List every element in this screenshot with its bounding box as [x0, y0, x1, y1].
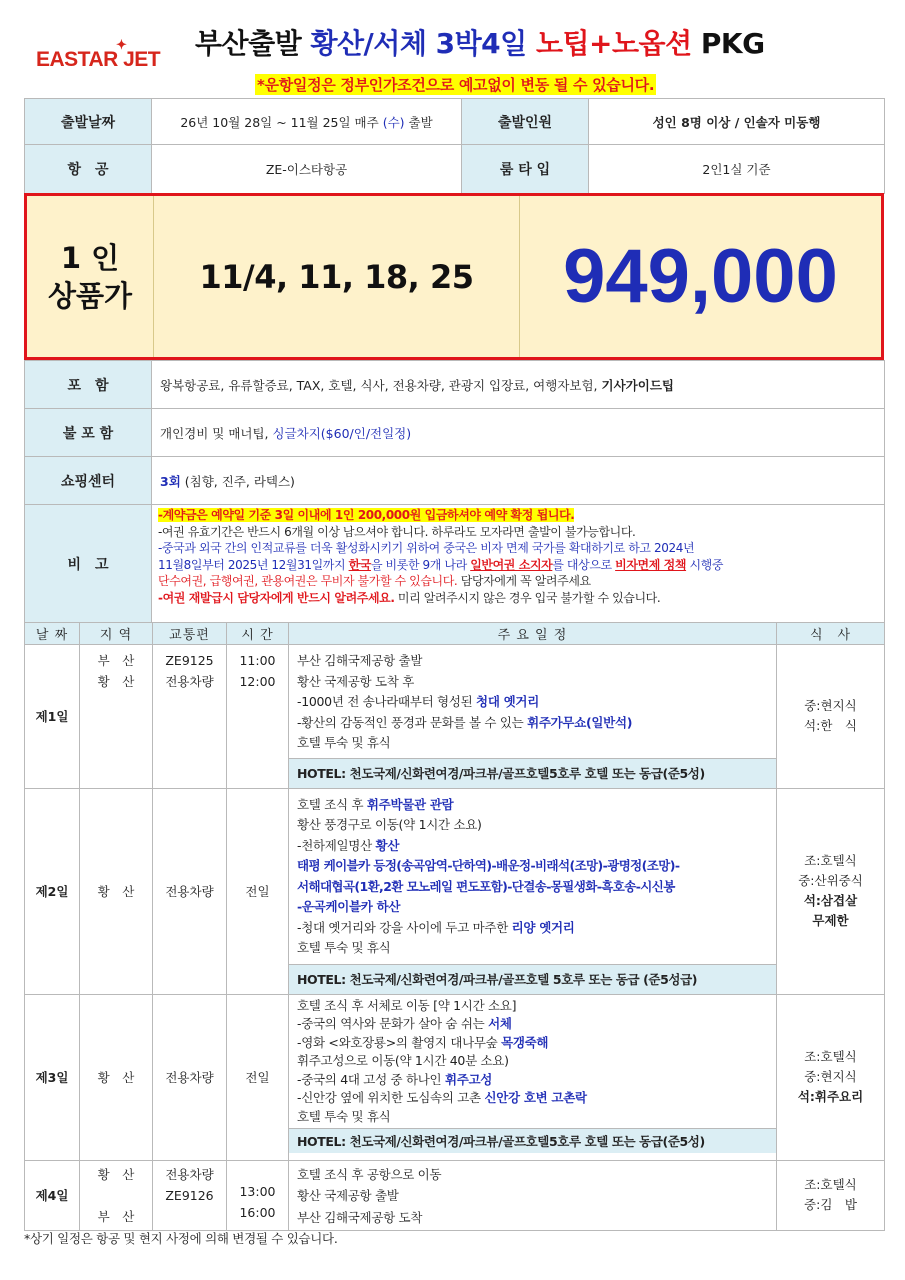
- region-cell: [80, 1160, 153, 1230]
- schedule-line: 부산 김해국제공항 도착: [297, 1209, 423, 1225]
- schedule-highlight: 황산: [375, 837, 400, 853]
- people-value: 성인 8명 이상 / 인솔자 미동행: [589, 99, 885, 145]
- price-label-line2: 상품가: [47, 278, 133, 313]
- schedule-text: -중국의 역사와 문화가 살아 숨 쉬는: [297, 1016, 489, 1031]
- exclude-label: 불 포 함: [25, 409, 152, 457]
- schedule-line: 황산 풍경구로 이동(약 1시간 소요): [297, 817, 482, 832]
- note-visa-free: 비자면제 정책: [615, 557, 687, 572]
- schedule-cell: [289, 788, 777, 994]
- schedule-highlight: 청대 옛거리: [476, 694, 539, 709]
- note-label: 비 고: [25, 505, 152, 623]
- schedule-text: 호텔 조식 후: [297, 796, 367, 812]
- schedule-highlight: 휘주가무쇼(일반석): [527, 714, 633, 730]
- schedule-cell: [289, 1160, 777, 1230]
- schedule-text: -중국의 4대 고성 중 하나인: [297, 1071, 445, 1087]
- schedule-text: -황산의 감동적인 풍경과 문화를 볼 수 있는: [297, 714, 528, 730]
- meal-cell: [777, 994, 885, 1160]
- depart-date-label: 출발날짜: [25, 99, 152, 145]
- transport-cell: 전용차량: [153, 788, 227, 994]
- airline-value: ZE-이스타항공: [152, 145, 462, 194]
- include-value: [152, 361, 885, 409]
- schedule-line: 서해대협곡(1환,2환 모노레일 편도포함)-단결송-몽필생화-흑호송-시신봉: [297, 878, 675, 894]
- region-origin: 황 산: [97, 1166, 135, 1182]
- itinerary-table: [24, 622, 885, 1231]
- schedule-highlight: 신안강 호변 고촌락: [484, 1090, 587, 1105]
- schedule-line: 황산 국제공항 도착 후: [297, 673, 414, 689]
- note-line-6: [158, 590, 884, 607]
- schedule-line: 호텔 투숙 및 휴식: [297, 1108, 391, 1124]
- schedule-line: [297, 1071, 776, 1090]
- hotel-info: HOTEL: 천도국제/신화련여경/파크뷰/골프호텔5호루 호텔 또는 동급(준5성): [289, 758, 776, 788]
- schedule-line: 호텔 조식 후 공항으로 이동: [297, 1166, 442, 1182]
- logo-star-icon: ✦: [116, 37, 127, 52]
- schedule-text: -영화 <와호장룡>의 촬영지 대나무숲: [297, 1034, 502, 1050]
- schedule-line: 휘주고성으로 이동(약 1시간 40분 소요): [297, 1053, 509, 1068]
- header-meal: 식 사: [777, 623, 885, 645]
- transport-cell: [153, 1160, 227, 1230]
- meal-dinner: 석:삼겹살: [803, 893, 858, 908]
- meal-dinner: 석:한 식: [804, 718, 857, 734]
- note-line-1: [158, 507, 884, 524]
- note-passport-types: 단수여권, 급행여권, 관용여권은 무비자 불가할 수 있습니다.: [158, 574, 458, 588]
- shopping-items: (침향, 진주, 라텍스): [180, 473, 295, 489]
- region-cell: [80, 645, 153, 789]
- note-target: 를 대상으로: [552, 557, 616, 572]
- info-table: [24, 98, 885, 194]
- title-pkg: PKG: [700, 27, 765, 60]
- depart-date-value: [152, 99, 462, 145]
- region-cell: 황 산: [80, 994, 153, 1160]
- day-label: 제3일: [25, 994, 80, 1160]
- schedule-line: [297, 1034, 776, 1053]
- depart-weekday: (수): [382, 114, 405, 130]
- note-in-effect: 시행중: [686, 557, 724, 572]
- time-cell: 전일: [227, 788, 289, 994]
- departure-time: 11:00: [239, 653, 276, 668]
- day-label: 제1일: [25, 645, 80, 789]
- note-line-5: [158, 573, 884, 590]
- region-cell: 황 산: [80, 788, 153, 994]
- note-reissue: -여권 재발급시 담당자에게 반드시 알려주세요.: [158, 590, 395, 605]
- note-line-2: -여권 유효기간은 반드시 6개월 이상 남으셔야 합니다. 하루라도 모자라면 출발이 불가능합니다.: [158, 524, 636, 539]
- single-charge: 싱글차지($60/인/전일정): [272, 425, 412, 441]
- schedule-text: -신안강 옆에 위치한 도심속의 고촌: [297, 1090, 485, 1105]
- meal-lunch: 중:현지식: [804, 698, 857, 714]
- arrival-time: 12:00: [239, 673, 276, 689]
- schedule-highlight: 서체: [488, 1016, 512, 1031]
- day-label: 제2일: [25, 788, 80, 994]
- note-value: [152, 505, 885, 623]
- schedule-line: 호텔 투숙 및 휴식: [297, 735, 391, 750]
- schedule-line: 황산 국제공항 출발: [297, 1188, 399, 1203]
- flight-number: ZE9126: [165, 1187, 214, 1203]
- region-destination: 황 산: [97, 673, 135, 689]
- meal-breakfast: 조:호텔식: [804, 1177, 857, 1192]
- footer-note: *상기 일정은 항공 및 현지 사정에 의해 변경될 수 있습니다.: [24, 1231, 338, 1246]
- include-guide-tip: 기사가이드팁: [601, 377, 674, 393]
- title-origin: 부산출발: [195, 27, 302, 60]
- note-line-3: -중국과 외국 간의 인적교류를 더욱 활성화시키기 위하여 중국은 비자 면제 국가를 확대하기로 하고 2024년: [158, 541, 695, 555]
- hotel-info: HOTEL: 천도국제/신화련여경/파크뷰/골프호텔 5호루 또는 동급 (준5성급): [289, 964, 776, 994]
- schedule-line: [297, 1015, 776, 1034]
- meal-lunch: 중:김 밥: [804, 1197, 857, 1212]
- arrival-time: 16:00: [239, 1205, 276, 1220]
- schedule-text: -1000년 전 송나라때부터 형성된: [297, 694, 477, 709]
- hotel-info: HOTEL: 천도국제/신화련여경/파크뷰/골프호텔5호루 호텔 또는 동급(준5성): [289, 1128, 776, 1153]
- header-date: 날 짜: [25, 623, 80, 645]
- region-destination: 부 산: [97, 1208, 135, 1224]
- shopping-count: 3회: [160, 473, 181, 489]
- schedule-line: [297, 692, 776, 713]
- day-label: 제4일: [25, 1160, 80, 1230]
- itinerary-row-day4: [25, 1160, 885, 1230]
- exclude-text: 개인경비 및 매너팁,: [160, 425, 273, 441]
- room-type-label: 룸 타 입: [462, 145, 589, 194]
- schedule-highlight: 목갱죽해: [501, 1034, 549, 1050]
- airline-label: 항 공: [25, 145, 152, 194]
- price-label-line1: 1 인: [60, 240, 120, 275]
- eastar-jet-logo: [36, 37, 161, 78]
- meal-dinner-note: 무제한: [812, 913, 849, 928]
- note-passport-holder: 일반여권 소지자: [470, 557, 553, 572]
- price-label: [27, 196, 154, 357]
- note-deposit: -계약금은 예약일 기준 3일 이내에 1인 200,000원 입금하셔야 예약 확정 됩니다.: [158, 508, 575, 522]
- region-origin: 부 산: [97, 653, 135, 668]
- schedule-highlight: 휘주고성: [444, 1071, 493, 1087]
- price-box: [24, 193, 884, 360]
- exclude-value: [152, 409, 885, 457]
- itinerary-row-day1: [25, 645, 885, 789]
- page-title: [195, 22, 895, 64]
- itinerary-row-day3: [25, 994, 885, 1160]
- note-inform: 담당자에게 꼭 알려주세요: [457, 574, 591, 588]
- schedule-line: [297, 918, 776, 939]
- note-korea: 한국: [348, 557, 371, 572]
- note-line-4: [158, 557, 884, 574]
- header-time: 시 간: [227, 623, 289, 645]
- schedule-line: [297, 713, 776, 734]
- include-text: 왕복항공료, 유류할증료, TAX, 호텔, 식사, 전용차량, 관광지 입장료, 여행자보험,: [160, 377, 602, 393]
- transport-cell: [153, 645, 227, 789]
- time-cell: 전일: [227, 994, 289, 1160]
- meal-breakfast: 조:호텔식: [804, 1049, 857, 1064]
- transport-cell: 전용차량: [153, 994, 227, 1160]
- shopping-label: 쇼핑센터: [25, 457, 152, 505]
- header-region: 지 역: [80, 623, 153, 645]
- shopping-value: [152, 457, 885, 505]
- schedule-line: 태평 케이블카 등정(송곡암역-단하역)-배운정-비래석(조망)-광명정(조망)-: [297, 858, 680, 873]
- schedule-line: [297, 795, 776, 816]
- header-schedule: 주 요 일 정: [289, 623, 777, 645]
- schedule-cell: [289, 994, 777, 1160]
- people-label: 출발인원: [462, 99, 589, 145]
- departure-time: 13:00: [239, 1184, 276, 1199]
- depart-date-range: 26년 10월 28일 ~ 11월 25일 매주: [180, 114, 383, 130]
- schedule-notice: *운항일정은 정부인가조건으로 예고없이 변동 될 수 있습니다.: [257, 76, 655, 94]
- meal-dinner: 석:휘주요리: [797, 1089, 864, 1104]
- time-cell: [227, 645, 289, 789]
- schedule-line: -운곡케이블카 하산: [297, 899, 401, 914]
- meal-cell: [777, 645, 885, 789]
- meal-cell: [777, 788, 885, 994]
- details-table: [24, 360, 885, 623]
- schedule-line: [297, 1089, 776, 1108]
- note-nine-countries: 을 비롯한 9개 나라: [370, 557, 471, 572]
- schedule-highlight: 휘주박물관 관람: [366, 796, 454, 812]
- depart-suffix: 출발: [404, 114, 433, 130]
- title-no-tip: 노팁+노옵션: [535, 27, 692, 60]
- transport-vehicle: 전용차량: [165, 673, 214, 689]
- flight-number: ZE9125: [165, 653, 214, 668]
- schedule-cell: [289, 645, 777, 789]
- schedule-highlight: 리양 옛거리: [511, 919, 575, 935]
- schedule-text: -청대 옛거리와 강을 사이에 두고 마주한: [297, 919, 512, 935]
- meal-lunch: 중:산위중식: [798, 873, 863, 888]
- meal-cell: [777, 1160, 885, 1230]
- schedule-line: [297, 836, 776, 857]
- meal-lunch: 중:현지식: [804, 1069, 857, 1084]
- time-cell: [227, 1160, 289, 1230]
- schedule-line: 부산 김해국제공항 출발: [297, 653, 423, 668]
- itinerary-row-day2: [25, 788, 885, 994]
- title-destination: 황산/서체 3박4일: [310, 27, 527, 60]
- meal-breakfast: 조:호텔식: [804, 853, 857, 868]
- note-period: 11월8일부터 2025년 12월31일까지: [158, 557, 349, 572]
- price-amount: 949,000: [563, 234, 838, 319]
- schedule-line: 호텔 투숙 및 휴식: [297, 940, 391, 955]
- logo-text: EASTAR JET: [36, 48, 161, 71]
- room-type-value: 2인1실 기준: [589, 145, 885, 194]
- header-transport: 교통편: [153, 623, 227, 645]
- schedule-text: -천하제일명산: [297, 837, 376, 853]
- transport-vehicle: 전용차량: [165, 1166, 214, 1182]
- schedule-line: 호텔 조식 후 서체로 이동 [약 1시간 소요]: [297, 997, 517, 1013]
- include-label: 포 함: [25, 361, 152, 409]
- note-entry-denied: 미리 알려주시지 않은 경우 입국 불가할 수 있습니다.: [394, 590, 661, 605]
- price-dates: 11/4, 11, 18, 25: [154, 196, 520, 357]
